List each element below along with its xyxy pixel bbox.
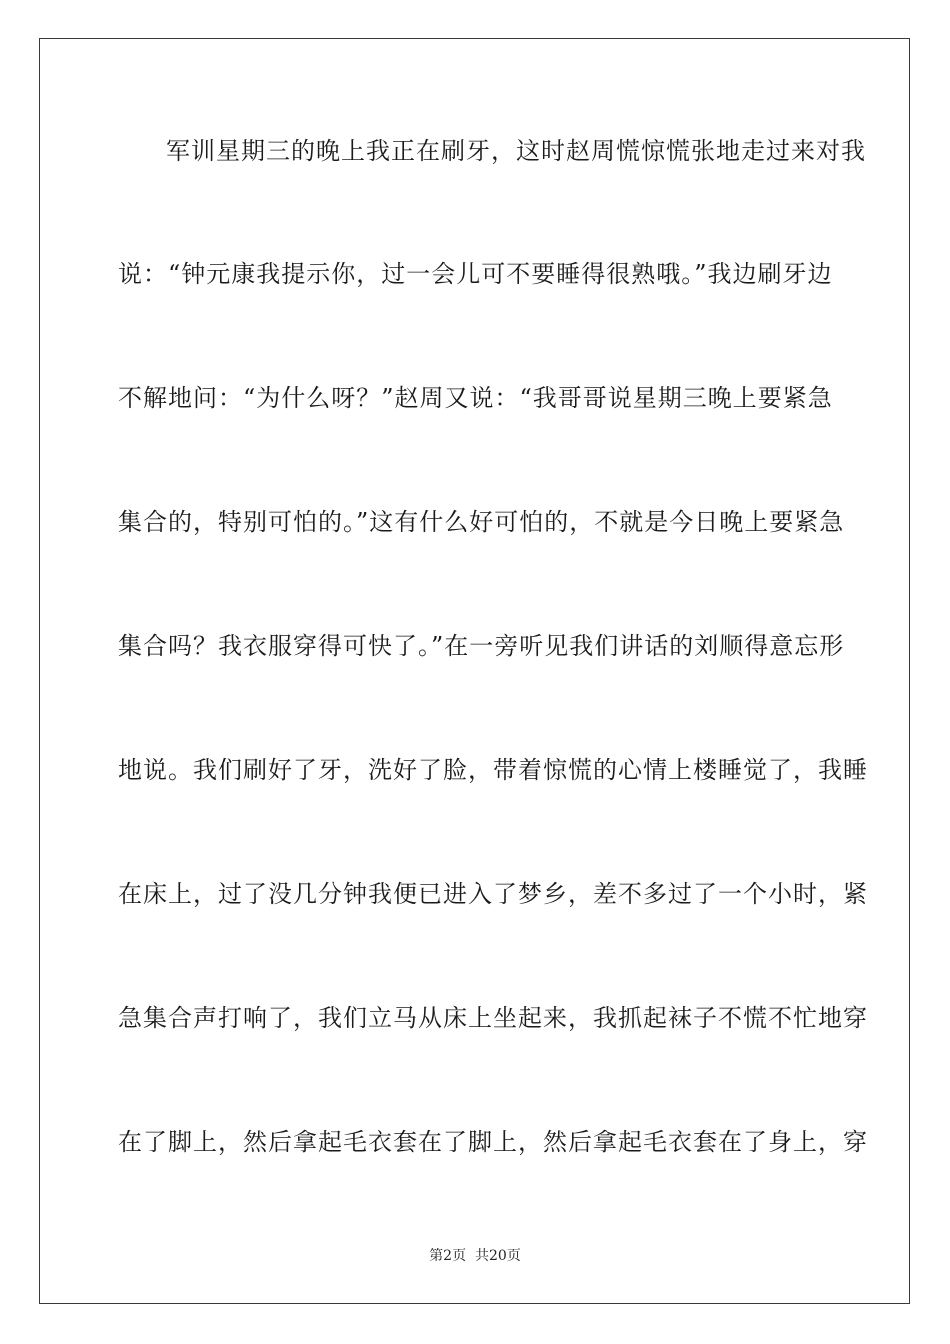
paragraph-line-6: 地说。我们刷好了牙，洗好了脸，带着惊慌的心情上楼睡觉了，我睡 [118, 756, 868, 784]
page-border [39, 38, 910, 1304]
paragraph-line-4: 集合的，特别可怕的。”这有什么好可怕的，不就是今日晚上要紧急 [118, 508, 845, 536]
paragraph-line-9: 在了脚上，然后拿起毛衣套在了脚上，然后拿起毛衣套在了身上，穿 [118, 1128, 868, 1156]
paragraph-line-5: 集合吗？我衣服穿得可快了。”在一旁听见我们讲话的刘顺得意忘形 [118, 632, 845, 660]
total-pages: 共20页 [475, 1248, 521, 1264]
footer-separator [466, 1248, 475, 1264]
paragraph-line-7: 在床上，过了没几分钟我便已进入了梦乡，差不多过了一个小时，紧 [118, 880, 868, 908]
paragraph-line-8: 急集合声打响了，我们立马从床上坐起来，我抓起袜子不慌不忙地穿 [118, 1004, 868, 1032]
paragraph-line-2: 说：“钟元康我提示你，过一会儿可不要睡得很熟哦。”我边刷牙边 [118, 260, 833, 288]
paragraph-line-3: 不解地问：“为什么呀？”赵周又说：“我哥哥说星期三晚上要紧急 [118, 384, 833, 412]
page-number: 第2页 [429, 1248, 467, 1264]
paragraph-line-1: 军训星期三的晚上我正在刷牙，这时赵周慌惊慌张地走过来对我 [166, 137, 866, 165]
page-footer [0, 1247, 950, 1265]
